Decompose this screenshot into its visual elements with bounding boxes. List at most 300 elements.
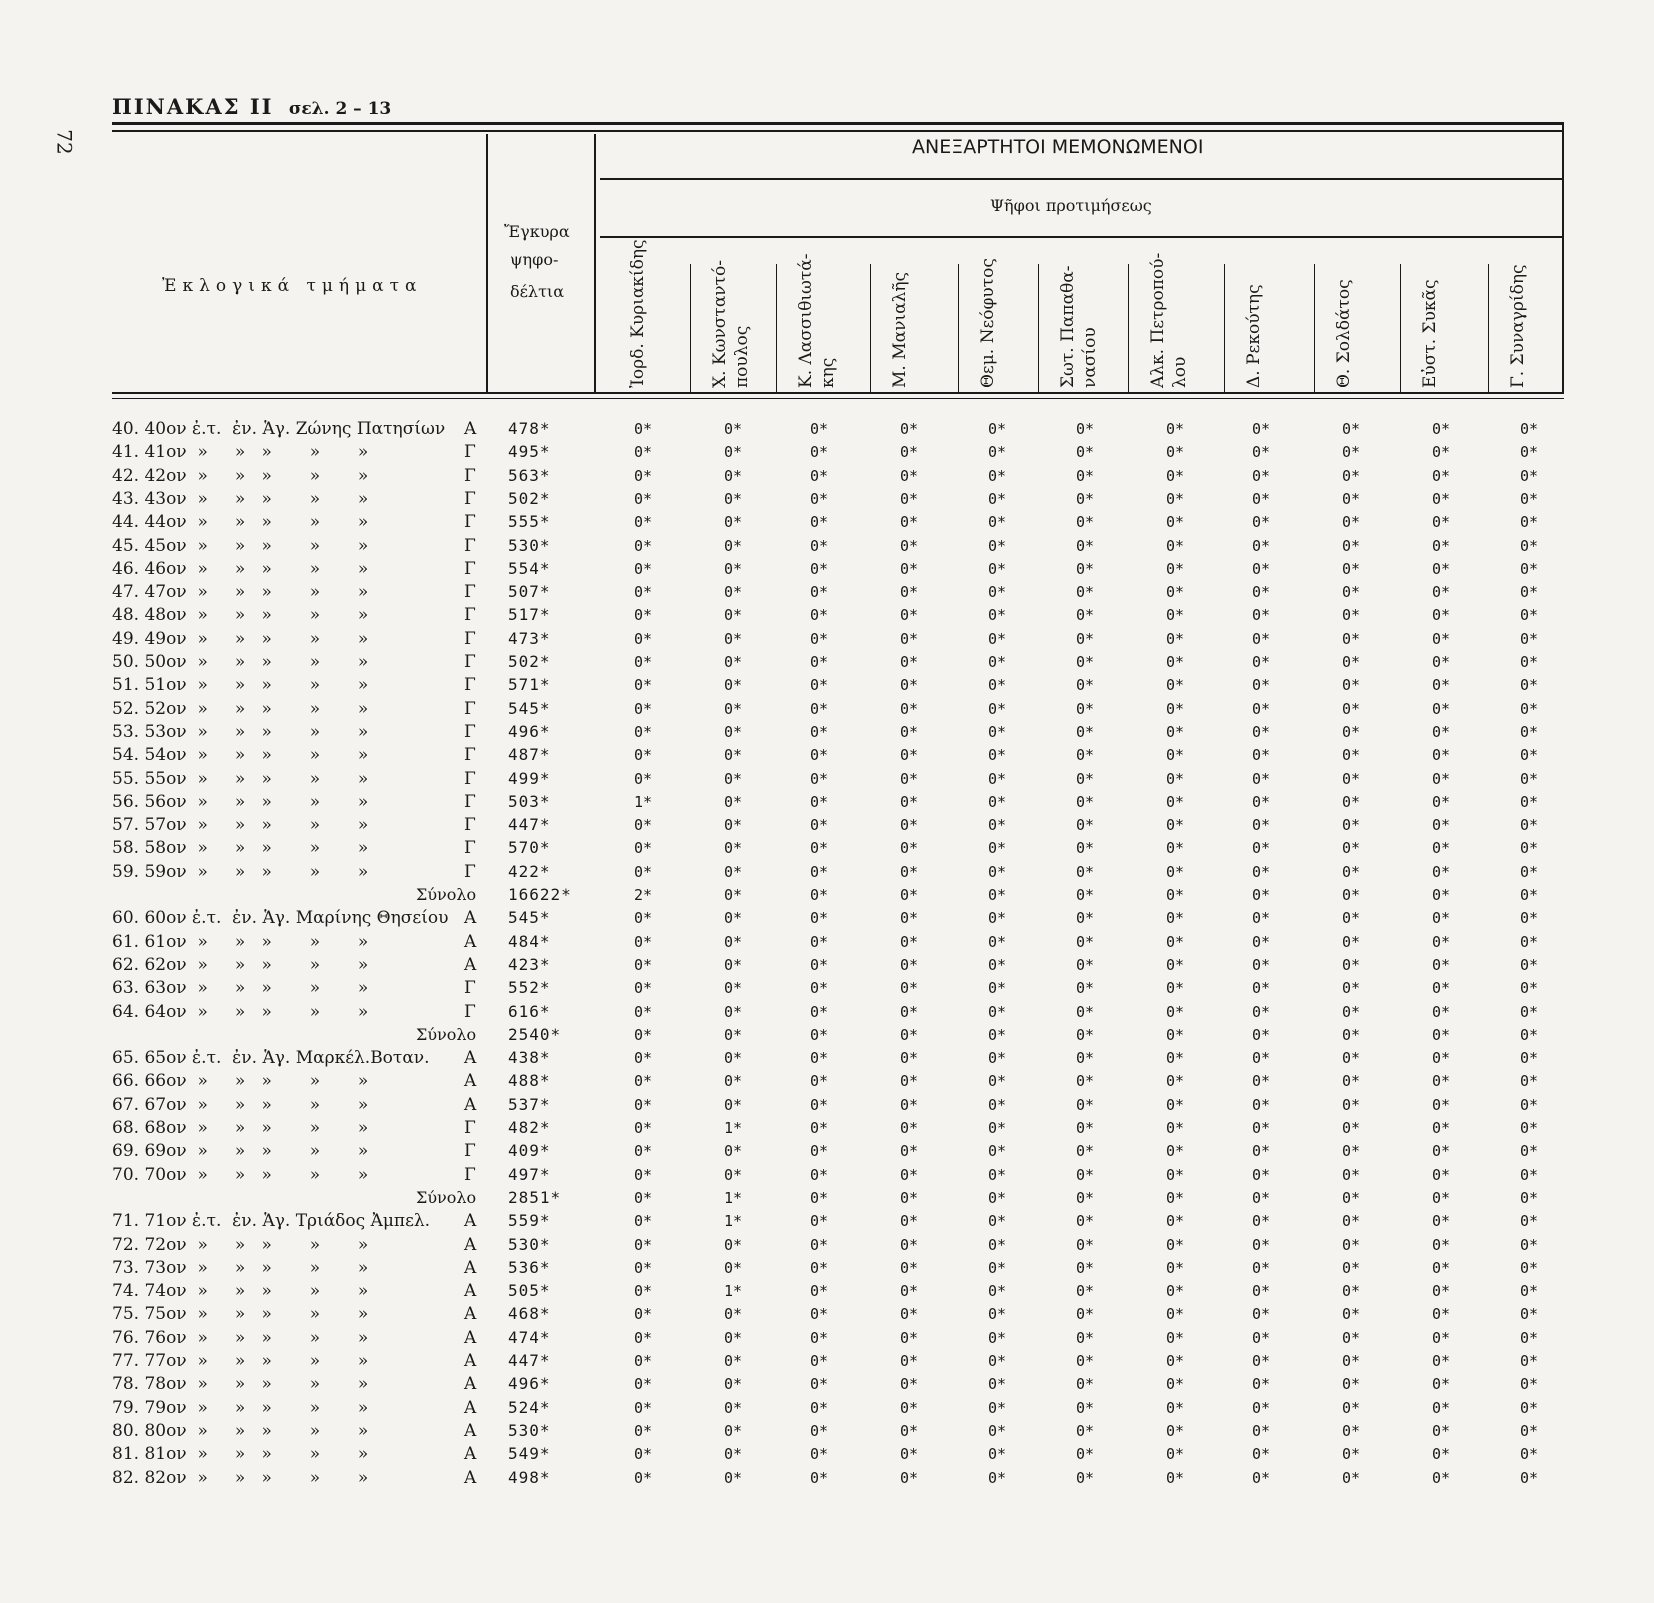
table-row <box>0 954 1654 976</box>
table-row <box>0 465 1654 487</box>
preference-vote-cell: 0* <box>1342 1328 1361 1347</box>
preference-vote-cell: 0* <box>1520 886 1539 904</box>
district-name: 74. 74ον » » » » » <box>112 1281 369 1302</box>
district-name: 68. 68ον » » » » » <box>112 1118 369 1138</box>
preference-vote-cell: 0* <box>1432 1305 1451 1324</box>
table-row <box>0 1047 1654 1069</box>
preference-vote-cell: 2* <box>634 886 653 904</box>
header-bottom-rule <box>112 392 1564 394</box>
preference-vote-cell: 0* <box>1342 1072 1361 1091</box>
preference-vote-cell: 0* <box>1252 676 1271 695</box>
preference-vote-cell: 0* <box>900 886 919 904</box>
preference-vote-cell: 0* <box>988 536 1007 555</box>
preference-vote-cell: 0* <box>900 1468 919 1487</box>
preference-vote-cell: 0* <box>1166 955 1185 974</box>
valid-ballots: 536* <box>508 1257 551 1277</box>
preference-vote-cell: 0* <box>1252 932 1271 951</box>
candidate-divider <box>776 264 777 392</box>
candidate-header-text: Θ. Σολδάτος <box>1334 279 1354 388</box>
preference-vote-cell: 0* <box>1166 909 1185 928</box>
preference-vote-cell: 0* <box>810 1142 829 1161</box>
district-name: 50. 50ον » » » » » <box>112 652 369 672</box>
preference-vote-cell: 0* <box>1342 1025 1361 1044</box>
preference-vote-cell: 0* <box>1166 653 1185 671</box>
preference-vote-cell: 0* <box>1342 1049 1361 1068</box>
preference-vote-cell: 0* <box>1252 629 1271 648</box>
preference-vote-cell: 0* <box>1342 1095 1361 1114</box>
preference-vote-cell: 0* <box>634 1235 653 1254</box>
preference-vote-cell: 0* <box>1342 466 1361 485</box>
preference-vote-cell: 0* <box>1076 1025 1095 1044</box>
district-class: Γ <box>464 1001 476 1022</box>
preference-vote-cell: 0* <box>1342 722 1361 741</box>
preference-vote-cell: 0* <box>810 606 829 625</box>
preference-vote-cell: 0* <box>1342 792 1361 811</box>
valid-ballots: 554* <box>508 558 551 578</box>
table-row <box>0 558 1654 580</box>
valid-ballots: 438* <box>508 1048 551 1068</box>
candidate-divider <box>1400 264 1401 392</box>
preference-vote-cell: 0* <box>900 1142 919 1161</box>
preference-vote-cell: 0* <box>1166 1421 1185 1440</box>
preference-vote-cell: 0* <box>1252 1445 1271 1464</box>
preference-header: Ψῆφοι προτιμήσεως <box>990 196 1152 215</box>
preference-vote-cell: 0* <box>1520 466 1539 485</box>
preference-vote-cell: 0* <box>724 1468 743 1487</box>
preference-vote-cell: 0* <box>724 932 743 951</box>
preference-vote-cell: 0* <box>900 1072 919 1091</box>
preference-vote-cell: 0* <box>810 1002 829 1021</box>
preference-vote-cell: 0* <box>724 583 743 602</box>
preference-vote-cell: 0* <box>810 1258 829 1277</box>
preference-vote-cell: 0* <box>1432 1119 1451 1137</box>
preference-vote-cell: 0* <box>988 886 1007 904</box>
preference-vote-cell: 0* <box>900 1025 919 1044</box>
preference-vote-cell: 0* <box>1520 1328 1539 1347</box>
preference-vote-cell: 0* <box>988 629 1007 648</box>
preference-vote-cell: 0* <box>1342 559 1361 578</box>
preference-vote-cell: 0* <box>1166 769 1185 788</box>
preference-vote-cell: 0* <box>1520 1025 1539 1044</box>
preference-vote-cell: 0* <box>1342 862 1361 881</box>
preference-vote-cell: 0* <box>1166 466 1185 485</box>
preference-vote-cell: 0* <box>988 653 1007 671</box>
preference-vote-cell: 0* <box>1166 1375 1185 1394</box>
table-row <box>0 907 1654 929</box>
preference-vote-cell: 0* <box>988 1328 1007 1347</box>
preference-vote-cell: 0* <box>1520 1212 1539 1231</box>
preference-vote-cell: 0* <box>1342 955 1361 974</box>
district-name: 66. 66ον » » » » » <box>112 1071 369 1092</box>
preference-vote-cell: 0* <box>1076 1305 1095 1324</box>
preference-vote-cell: 0* <box>1342 489 1361 508</box>
preference-vote-cell: 0* <box>810 676 829 695</box>
valid-ballots: 545* <box>508 698 551 718</box>
table-row <box>0 1280 1654 1302</box>
preference-vote-cell: 0* <box>1520 816 1539 835</box>
table-row <box>0 698 1654 720</box>
preference-vote-cell: 0* <box>988 1398 1007 1417</box>
preference-vote-cell: 0* <box>1432 699 1451 718</box>
preference-vote-cell: 0* <box>1076 606 1095 625</box>
district-name: 40. 40ον ἐ.τ. ἐν. Ἁγ. Ζώνης Πατησίων <box>112 419 446 439</box>
preference-vote-cell: 0* <box>810 466 829 485</box>
preference-vote-cell: 0* <box>1520 559 1539 578</box>
preference-vote-cell: 0* <box>1166 886 1185 904</box>
preference-vote-cell: 0* <box>634 1445 653 1464</box>
preference-vote-cell: 0* <box>1166 979 1185 998</box>
preference-vote-cell: 0* <box>1342 676 1361 695</box>
preference-vote-cell: 0* <box>810 1235 829 1254</box>
preference-vote-cell: 0* <box>1432 606 1451 625</box>
district-class: Α <box>464 1420 477 1441</box>
preference-vote-cell: 0* <box>1432 955 1451 974</box>
preference-vote-cell: 0* <box>1342 1468 1361 1487</box>
district-class: Α <box>464 931 477 952</box>
district-class: Α <box>464 1304 477 1325</box>
preference-vote-cell: 0* <box>1252 513 1271 532</box>
preference-vote-cell: 0* <box>810 792 829 811</box>
divider-districts <box>486 134 488 392</box>
preference-vote-cell: 0* <box>900 1095 919 1114</box>
preference-vote-cell: 0* <box>1432 909 1451 928</box>
district-class: Γ <box>464 465 476 486</box>
preference-vote-cell: 1* <box>724 1212 743 1231</box>
preference-vote-cell: 0* <box>1166 536 1185 555</box>
preference-vote-cell: 0* <box>1432 1072 1451 1091</box>
valid-ballots: 468* <box>508 1304 551 1324</box>
preference-vote-cell: 0* <box>900 489 919 508</box>
preference-vote-cell: 0* <box>810 1352 829 1370</box>
table-row <box>0 768 1654 790</box>
preference-vote-cell: 0* <box>634 466 653 485</box>
preference-vote-cell: 0* <box>900 536 919 555</box>
preference-vote-cell: 0* <box>900 1445 919 1464</box>
preference-vote-cell: 0* <box>988 676 1007 695</box>
preference-vote-cell: 0* <box>1166 1142 1185 1161</box>
district-name: 55. 55ον » » » » » <box>112 768 369 789</box>
table-row <box>0 1467 1654 1489</box>
preference-vote-cell: 0* <box>634 1025 653 1044</box>
district-name: 71. 71ον ἐ.τ. ἐν. Ἁγ. Τριάδος Ἀμπελ. <box>112 1211 431 1232</box>
valid-header-2: ψηφο- <box>510 250 559 269</box>
preference-vote-cell: 0* <box>1076 909 1095 928</box>
district-name: 51. 51ον » » » » » <box>112 675 369 696</box>
district-name: 47. 47ον » » » » » <box>112 582 369 603</box>
district-class: Γ <box>464 535 476 556</box>
preference-vote-cell: 0* <box>724 886 743 904</box>
preference-vote-cell: 0* <box>1166 816 1185 835</box>
districts-header: Ἐκλογικά τμήματα <box>162 276 423 296</box>
preference-vote-cell: 0* <box>810 1212 829 1231</box>
preference-vote-cell: 0* <box>634 1095 653 1114</box>
preference-vote-cell: 0* <box>1342 979 1361 998</box>
valid-ballots: 549* <box>508 1444 551 1464</box>
preference-vote-cell: 0* <box>1076 420 1095 438</box>
preference-vote-cell: 0* <box>1076 886 1095 904</box>
district-name: 48. 48ον » » » » » <box>112 605 369 626</box>
preference-vote-cell: 0* <box>1252 1258 1271 1277</box>
preference-vote-cell: 0* <box>1342 1445 1361 1464</box>
preference-vote-cell: 0* <box>1166 489 1185 508</box>
preference-vote-cell: 0* <box>900 769 919 788</box>
preference-vote-cell: 0* <box>634 979 653 998</box>
preference-vote-cell: 0* <box>900 792 919 811</box>
preference-vote-cell: 0* <box>1166 443 1185 462</box>
table-row <box>0 1420 1654 1442</box>
preference-vote-cell: 0* <box>1432 1375 1451 1394</box>
preference-vote-cell: 0* <box>1432 792 1451 811</box>
preference-vote-cell: 0* <box>1252 1421 1271 1440</box>
district-name: 43. 43ον » » » » » <box>112 488 369 509</box>
preference-vote-cell: 0* <box>634 420 653 438</box>
preference-vote-cell: 0* <box>1252 1468 1271 1487</box>
preference-vote-cell: 0* <box>724 699 743 718</box>
valid-ballots: 530* <box>508 535 551 555</box>
preference-vote-cell: 0* <box>1076 466 1095 485</box>
valid-ballots: 473* <box>508 628 551 648</box>
preference-vote-cell: 0* <box>634 1282 653 1301</box>
preference-vote-cell: 0* <box>1252 722 1271 741</box>
preference-vote-cell: 0* <box>1520 1421 1539 1440</box>
table-row <box>0 1303 1654 1325</box>
district-name: 76. 76ον » » » » » <box>112 1327 369 1348</box>
table-row <box>0 1210 1654 1232</box>
district-name: 81. 81ον » » » » » <box>112 1444 369 1465</box>
district-class: Γ <box>464 978 476 999</box>
valid-ballots: 497* <box>508 1164 551 1184</box>
preference-vote-cell: 0* <box>1342 1398 1361 1417</box>
preference-vote-cell: 0* <box>1520 699 1539 718</box>
preference-vote-cell: 0* <box>1432 559 1451 578</box>
preference-vote-cell: 0* <box>1076 932 1095 951</box>
preference-vote-cell: 0* <box>988 606 1007 625</box>
preference-vote-cell: 0* <box>810 1468 829 1487</box>
preference-vote-cell: 0* <box>1342 1258 1361 1277</box>
preference-vote-cell: 0* <box>1076 769 1095 788</box>
valid-ballots: 530* <box>508 1420 551 1440</box>
valid-ballots: 447* <box>508 815 551 835</box>
preference-vote-cell: 0* <box>634 839 653 858</box>
district-name: 42. 42ον » » » » » <box>112 465 369 486</box>
table-row <box>0 1373 1654 1395</box>
preference-vote-cell: 0* <box>1076 746 1095 765</box>
preference-vote-cell: 0* <box>810 559 829 578</box>
preference-vote-cell: 0* <box>1166 606 1185 625</box>
preference-vote-cell: 0* <box>1076 1002 1095 1021</box>
preference-vote-cell: 0* <box>1432 629 1451 648</box>
preference-vote-cell: 0* <box>810 1025 829 1044</box>
preference-vote-cell: 0* <box>1342 1421 1361 1440</box>
preference-vote-cell: 0* <box>1432 746 1451 765</box>
preference-vote-cell: 0* <box>988 1258 1007 1277</box>
preference-vote-cell: 0* <box>1432 862 1451 881</box>
preference-vote-cell: 0* <box>1432 1398 1451 1417</box>
preference-vote-cell: 0* <box>1076 1235 1095 1254</box>
preference-vote-cell: 0* <box>1076 513 1095 532</box>
preference-vote-cell: 0* <box>1252 420 1271 438</box>
preference-vote-cell: 0* <box>988 559 1007 578</box>
table-row <box>0 535 1654 557</box>
table-row <box>0 1327 1654 1349</box>
valid-header-3: δέλτια <box>510 282 564 301</box>
preference-vote-cell: 0* <box>810 420 829 438</box>
preference-underline <box>600 236 1564 238</box>
district-class: Α <box>464 1281 477 1302</box>
preference-vote-cell: 0* <box>988 699 1007 718</box>
preference-vote-cell: 0* <box>1342 839 1361 858</box>
preference-vote-cell: 0* <box>1076 536 1095 555</box>
preference-vote-cell: 0* <box>1252 1328 1271 1347</box>
preference-vote-cell: 0* <box>1520 489 1539 508</box>
district-name: 65. 65ον ἐ.τ. ἐν. Ἁγ. Μαρκέλ.Βοταν. <box>112 1048 430 1069</box>
preference-vote-cell: 0* <box>1076 489 1095 508</box>
table-title-text: ΠΙΝΑΚΑΣ ΙΙ <box>112 94 274 119</box>
preference-vote-cell: 0* <box>810 1049 829 1068</box>
subtotal-label: Σύνολο <box>416 1187 477 1207</box>
table-row <box>0 581 1654 603</box>
preference-vote-cell: 0* <box>634 676 653 695</box>
preference-vote-cell: 0* <box>724 606 743 625</box>
preference-vote-cell: 0* <box>1342 653 1361 671</box>
top-double-rule-1 <box>112 122 1564 125</box>
preference-vote-cell: 0* <box>810 699 829 718</box>
preference-vote-cell: 0* <box>724 746 743 765</box>
preference-vote-cell: 0* <box>634 583 653 602</box>
preference-vote-cell: 0* <box>988 1119 1007 1137</box>
preference-vote-cell: 0* <box>810 1445 829 1464</box>
preference-vote-cell: 0* <box>1342 769 1361 788</box>
preference-vote-cell: 0* <box>810 489 829 508</box>
preference-vote-cell: 0* <box>1432 839 1451 858</box>
preference-vote-cell: 0* <box>724 513 743 532</box>
preference-vote-cell: 0* <box>988 1375 1007 1394</box>
preference-vote-cell: 0* <box>724 1398 743 1417</box>
preference-vote-cell: 0* <box>634 513 653 532</box>
candidate-divider <box>1488 264 1489 392</box>
preference-vote-cell: 0* <box>810 979 829 998</box>
preference-vote-cell: 0* <box>810 886 829 904</box>
candidate-divider <box>1314 264 1315 392</box>
preference-vote-cell: 0* <box>634 1072 653 1091</box>
header-bottom-rule-2 <box>112 398 1564 399</box>
preference-vote-cell: 0* <box>1076 792 1095 811</box>
preference-vote-cell: 0* <box>724 1375 743 1394</box>
preference-vote-cell: 0* <box>1252 816 1271 835</box>
preference-vote-cell: 0* <box>1432 420 1451 438</box>
preference-vote-cell: 0* <box>1076 1165 1095 1184</box>
preference-vote-cell: 0* <box>900 862 919 881</box>
preference-vote-cell: 0* <box>634 1049 653 1068</box>
preference-vote-cell: 0* <box>1432 1282 1451 1301</box>
preference-vote-cell: 0* <box>1432 513 1451 532</box>
district-name: 62. 62ον » » » » » <box>112 954 369 975</box>
preference-vote-cell: 0* <box>1076 1282 1095 1301</box>
preference-vote-cell: 0* <box>900 466 919 485</box>
district-name: 44. 44ον » » » » » <box>112 512 369 533</box>
table-row <box>0 1257 1654 1279</box>
preference-vote-cell: 0* <box>900 746 919 765</box>
preference-vote-cell: 0* <box>900 1305 919 1324</box>
candidate-header-text: κης <box>818 357 838 388</box>
preference-vote-cell: 0* <box>1520 746 1539 765</box>
preference-vote-cell: 0* <box>1252 1025 1271 1044</box>
preference-vote-cell: 0* <box>1432 1212 1451 1231</box>
preference-vote-cell: 0* <box>724 489 743 508</box>
preference-vote-cell: 0* <box>1166 746 1185 765</box>
district-name: 79. 79ον » » » » » <box>112 1397 369 1418</box>
preference-vote-cell: 0* <box>1432 932 1451 951</box>
preference-vote-cell: 0* <box>1252 792 1271 811</box>
valid-ballots: 498* <box>508 1467 551 1487</box>
table-row <box>0 977 1654 999</box>
preference-vote-cell: 0* <box>900 1049 919 1068</box>
preference-vote-cell: 0* <box>1166 1235 1185 1254</box>
preference-vote-cell: 0* <box>900 1375 919 1394</box>
preference-vote-cell: 0* <box>724 653 743 671</box>
preference-vote-cell: 0* <box>634 699 653 718</box>
preference-vote-cell: 0* <box>1076 699 1095 718</box>
preference-vote-cell: 0* <box>1252 1282 1271 1301</box>
preference-vote-cell: 0* <box>634 1212 653 1231</box>
preference-vote-cell: 0* <box>988 1235 1007 1254</box>
preference-vote-cell: 0* <box>810 816 829 835</box>
table-row <box>0 814 1654 836</box>
preference-vote-cell: 0* <box>1252 443 1271 462</box>
preference-vote-cell: 0* <box>1166 420 1185 438</box>
preference-vote-cell: 0* <box>724 839 743 858</box>
preference-vote-cell: 0* <box>634 769 653 788</box>
preference-vote-cell: 0* <box>1432 1235 1451 1254</box>
district-class: Γ <box>464 861 476 882</box>
preference-vote-cell: 0* <box>1166 1305 1185 1324</box>
valid-ballots: 563* <box>508 465 551 485</box>
preference-vote-cell: 0* <box>1432 1188 1451 1207</box>
preference-vote-cell: 0* <box>1432 1258 1451 1277</box>
preference-vote-cell: 0* <box>1342 886 1361 904</box>
valid-ballots: 484* <box>508 931 551 951</box>
preference-vote-cell: 0* <box>810 1375 829 1394</box>
preference-vote-cell: 0* <box>1252 1212 1271 1231</box>
candidate-divider <box>1224 264 1225 392</box>
district-class: Γ <box>464 745 476 766</box>
preference-vote-cell: 0* <box>1076 1421 1095 1440</box>
valid-ballots: 502* <box>508 488 551 508</box>
preference-vote-cell: 0* <box>900 1188 919 1207</box>
preference-vote-cell: 0* <box>1520 1305 1539 1324</box>
table-row <box>0 721 1654 743</box>
district-class: Α <box>464 419 477 439</box>
district-class: Γ <box>464 512 476 533</box>
preference-vote-cell: 0* <box>988 1142 1007 1161</box>
preference-vote-cell: 0* <box>724 792 743 811</box>
table-row <box>0 1070 1654 1092</box>
divider-valid <box>594 134 596 392</box>
group-header: ΑΝΕΞΑΡΤΗΤΟΙ ΜΕΜΟΝΩΜΕΝΟΙ <box>912 136 1204 158</box>
preference-vote-cell: 0* <box>1520 513 1539 532</box>
preference-vote-cell: 0* <box>900 839 919 858</box>
preference-vote-cell: 0* <box>988 1445 1007 1464</box>
preference-vote-cell: 0* <box>1432 1328 1451 1347</box>
preference-vote-cell: 0* <box>1432 1421 1451 1440</box>
preference-vote-cell: 0* <box>1166 1328 1185 1347</box>
preference-vote-cell: 0* <box>1342 420 1361 438</box>
preference-vote-cell: 0* <box>724 722 743 741</box>
preference-vote-cell: 0* <box>988 1212 1007 1231</box>
valid-ballots: 487* <box>508 745 551 765</box>
preference-vote-cell: 0* <box>1166 1398 1185 1417</box>
table-row <box>0 1397 1654 1419</box>
